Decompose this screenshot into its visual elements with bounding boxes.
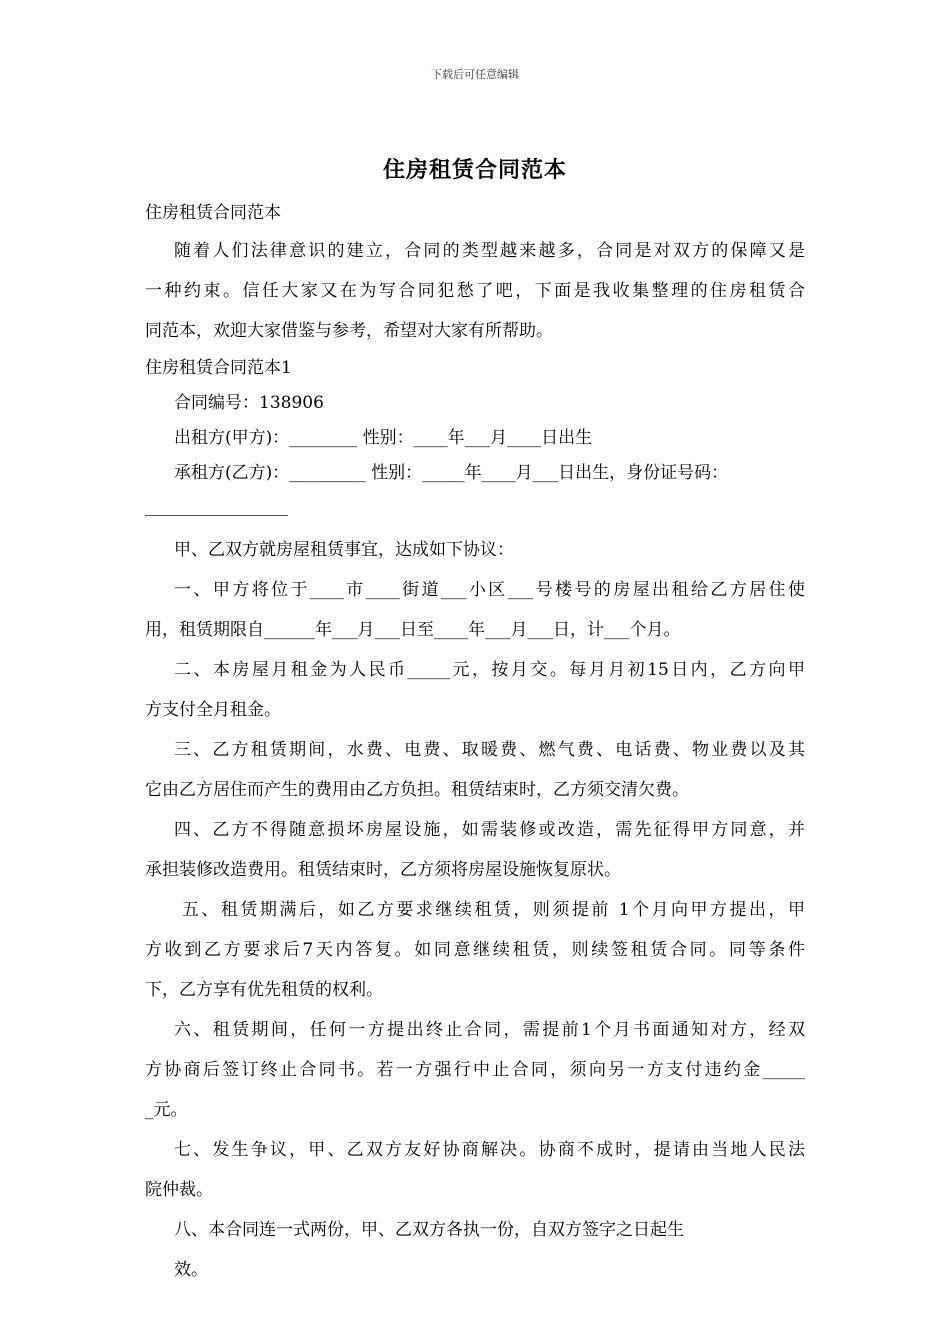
lessee-line: 承租方(乙方)：_________ 性别：_____年____月___日出生，身份证号码：: [174, 463, 729, 483]
clause-3: [145, 730, 805, 810]
lessor-line: 出租方(甲方)：________ 性别：____年___月____日出生: [174, 428, 593, 448]
clause-5: [145, 890, 805, 1010]
agreement-intro: 甲、乙双方就房屋租赁事宜，达成如下协议：: [174, 540, 514, 560]
intro-line: 一种约束。信任大家又在为写合同犯愁了吧，下面是我收集整理的住房租赁合: [145, 281, 805, 301]
intro-line: 同范本，欢迎大家借鉴与参考，希望对大家有所帮助。: [145, 321, 553, 341]
clause-line: 下，乙方享有优先租赁的权利。: [145, 980, 383, 1000]
clause-4: [145, 810, 805, 890]
clause-8: [145, 1210, 805, 1290]
clause-line: 四、乙方不得随意损坏房屋设施，如需装修或改造，需先征得甲方同意，并: [174, 820, 805, 840]
clause-line: 一、甲方将位于____市____街道___小区___号楼号的房屋出租给乙方居住使: [174, 580, 805, 600]
clause-line: _元。: [145, 1100, 188, 1120]
clause-line: 院仲裁。: [145, 1180, 213, 1200]
clause-line: 方收到乙方要求后7天内答复。如同意继续租赁，则续签租赁合同。同等条件: [145, 940, 805, 960]
section-heading: 住房租赁合同范本1: [145, 358, 292, 378]
document-body: [145, 196, 805, 1290]
clause-line: 七、发生争议，甲、乙双方友好协商解决。协商不成时，提请由当地人民法: [174, 1140, 805, 1160]
clause-6: [145, 1010, 805, 1130]
clause-line: 八、本合同连一式两份，甲、乙双方各执一份，自双方签字之日起生: [174, 1220, 684, 1240]
clause-line: 它由乙方居住而产生的费用由乙方负担。租赁结束时，乙方须交清欠费。: [145, 780, 689, 800]
clause-line: 二、本房屋月租金为人民币_____元，按月交。每月月初15日内，乙方向甲: [174, 660, 805, 680]
page-header-note: 下载后可任意编辑: [431, 68, 519, 81]
clause-line: 三、乙方租赁期间，水费、电费、取暖费、燃气费、电话费、物业费以及其: [174, 740, 805, 760]
clause-line: 六、租赁期间，任何一方提出终止合同，需提前1个月书面通知对方，经双: [174, 1020, 805, 1040]
clause-line: 方支付全月租金。: [145, 700, 281, 720]
clause-2: [145, 650, 805, 730]
intro-line: 随着人们法律意识的建立，合同的类型越来越多，合同是对双方的保障又是: [174, 241, 805, 261]
clause-line: 效。: [174, 1260, 208, 1280]
id-number-blank: [145, 491, 288, 516]
clause-1: [145, 570, 805, 650]
clause-line: 五、租赁期满后，如乙方要求继续租赁，则须提前 1个月向甲方提出，甲: [174, 900, 805, 920]
contract-number: 合同编号：138906: [174, 393, 324, 413]
clause-line: 方协商后签订终止合同书。若一方强行中止合同，须向另一方支付违约金_____: [145, 1060, 805, 1080]
clause-line: 用，租赁期限自______年___月___日至____年___月___日，计___个月。: [145, 620, 681, 640]
clause-7: [145, 1130, 805, 1210]
document-subtitle: 住房租赁合同范本: [145, 203, 281, 223]
clause-line: 承担装修改造费用。租赁结束时，乙方须将房屋设施恢复原状。: [145, 860, 621, 880]
document-title: 住房租赁合同范本: [382, 157, 567, 183]
